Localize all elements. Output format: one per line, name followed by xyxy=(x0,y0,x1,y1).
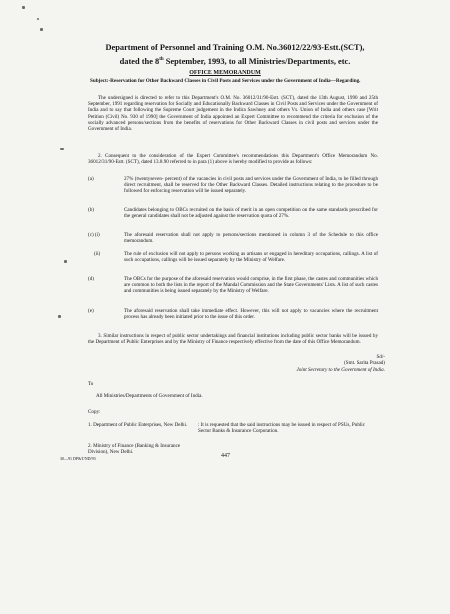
copy-item-2-left: 2. Ministry of Finance (Banking & Insurance Division), New Delhi. xyxy=(88,443,181,456)
title-line-2-post: September, 1993, to all Ministries/Departments, etc. xyxy=(163,56,351,66)
title-line-1: Department of Personnel and Training O.M. No.36012/22/93-Estt.(SCT), xyxy=(105,43,365,52)
scan-speck xyxy=(60,148,64,150)
copy-item-1-left: 1. Department of Public Enterprises, New Delhi. xyxy=(88,422,188,428)
title-line-2-pre: dated the 8 xyxy=(119,56,160,66)
item-text: The aforesaid reservation shall take immediate effect. However, this will not apply to vacancies where the recruitment process has already been initiated prior to the issue of this order. xyxy=(124,308,378,321)
item-text: The OBCs for the purpose of the aforesaid reservation would comprise, in the first phase, the castes and communities which are common to both the lists in the report of the Mandal Commission and the State Governments' Lists. A list of such castes and communities is being issued separately by the Ministry of Welfare. xyxy=(124,276,378,295)
copy-label: Copy: xyxy=(88,409,101,415)
copy-item-1-right xyxy=(198,422,378,434)
title-line-2 xyxy=(70,54,400,68)
paragraph-1: The undersigned is directed to refer to this Department's O.M. No. 36012/31/90-Estt. (SCT), dated the 13th August, 1990 and 25th September, 1991 regarding reservation for Socially and Educationally Backward Classes in Civil Posts and Services under the Government of India and to say that following the Supreme Court judgement in the Indira Sawhney and others Vs. Union of India and others case [Writ Petition (Civil) No. 930 of 1990] the Government of India appointed an Expert Committee to recommend the criteria for exclusion of the socially advanced persons/sections from the benefits of reservations for Other Backward Classes in civil posts and services under the Government of India. xyxy=(88,95,378,133)
scan-speck xyxy=(37,18,39,20)
signature-name: (Smt. Sarita Prasad) xyxy=(344,360,385,366)
signature-designation: Joint Secretary to the Government of India. xyxy=(296,367,385,373)
item-label: (a) xyxy=(88,176,94,182)
item-label: (e) xyxy=(88,308,94,314)
scan-speck xyxy=(58,315,61,318)
page-number: 447 xyxy=(221,453,230,459)
item-text: Candidates belonging to OBCs recruited on the basis of merit in an open competition on the same standards prescribed for the general candidates shall not be adjusted against the reservation quota of 27%. xyxy=(124,207,378,220)
paragraph-2: 2. Consequent to the consideration of the Expert Committee's recommendations this Department's Office Memorandum No. 36012/31/90-Estt. (SCT), dated 13.8.90 referred to in para (1) above is hereby modified to provide as follows: xyxy=(88,153,378,166)
item-label: (d) xyxy=(88,276,94,282)
scan-speck xyxy=(40,28,43,31)
copy-item-1-note: It is requested that the said instructions may be issued in respect of PSUs, Public Sector Banks & Insurance Corporation. xyxy=(198,422,365,435)
item-label: (c) (i) xyxy=(88,232,100,238)
title-line-2-sup: th xyxy=(159,57,164,62)
item-text: The aforesaid reservation shall not apply to persons/sections mentioned in column 3 of the Schedule to this office memorandum. xyxy=(124,232,378,245)
item-label: (b) xyxy=(88,207,94,213)
footer-print-code: 30—91 DP&T/ND/93 xyxy=(60,456,96,461)
item-label: (ii) xyxy=(94,251,101,257)
paragraph-3: 3. Similar instructions in respect of public sector undertakings and financial institutions including public sector banks will be issued by the Department of Public Enterprises and by the Ministry of Finance respectively effective from the date of this Office Memorandum. xyxy=(88,333,378,346)
subject-line: Subject:-Reservation for Other Backward Classes in Civil Posts and Services under the Government of India—Regarding. xyxy=(90,78,361,84)
item-text: The rule of exclusion will not apply to persons working as artisans or engaged in hereditary occupations, callings. A list of such occupations, callings will be issued separately by the Ministry of Welfare. xyxy=(124,251,378,264)
signature-sd: Sd/- xyxy=(376,354,385,360)
copy-item-1-colon: : xyxy=(198,422,201,428)
memo-heading: OFFICE MEMORANDUM xyxy=(189,70,261,76)
item-text: 27% (twentyseven- percent) of the vacancies in civil posts and services under the Government of India, to be filled through direct recruitment, shall be reserved for the Other Backward Classes. Detailed instructions relating to the procedure to be followed for enforcing reservation will be issued separately. xyxy=(124,176,378,195)
scan-speck xyxy=(22,6,25,9)
to-text: All Ministries/Departments of Government of India. xyxy=(96,393,203,399)
scan-speck xyxy=(64,260,67,263)
to-label: To xyxy=(88,381,94,387)
document-title xyxy=(70,42,400,68)
